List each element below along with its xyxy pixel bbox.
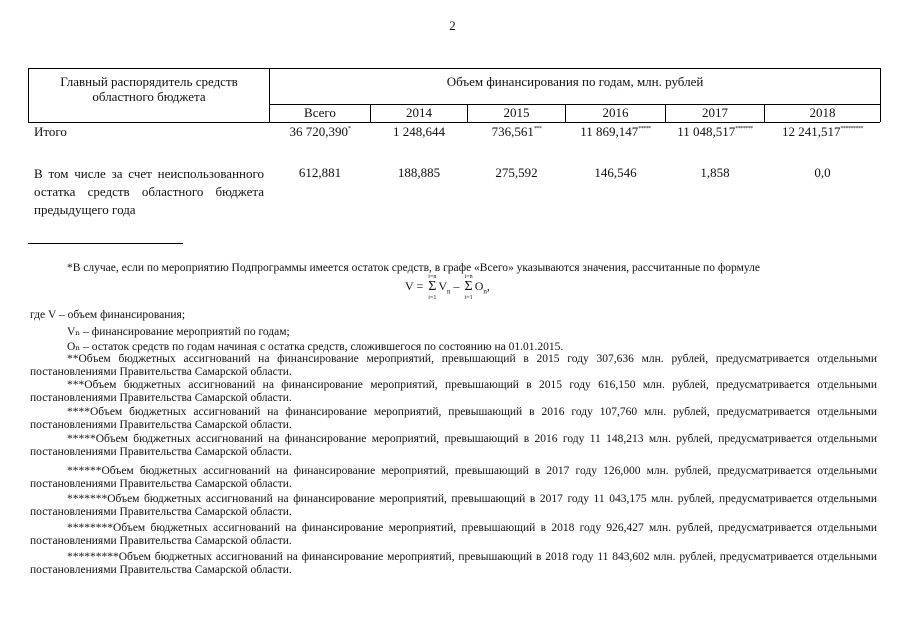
sum-symbol: Σ i=n i=1 — [428, 274, 437, 301]
footnote-vn-def: Vₙ – финансирование мероприятий по годам; — [67, 326, 290, 338]
table-cell: 1 248,644 — [393, 124, 445, 139]
column-header-2018: 2018 — [809, 105, 836, 120]
footnote-2: **Объем бюджетных ассигнований на финансирование мероприятий, превышающий в 2015 году 307,636 млн. рублей, предусматривается отдельными постановлениями Правительства Самарской области. — [30, 353, 877, 378]
table-left-border — [28, 68, 29, 122]
column-header-2015: 2015 — [503, 105, 530, 120]
table-cell: 612,881 — [298, 165, 342, 180]
formula: V = Σ i=n i=1 $V_n$ – Σ i=n i=1 $O_n$, — [405, 274, 490, 301]
table-cell: 146,546 — [594, 165, 637, 180]
footnote-8: ********Объем бюджетных ассигнований на финансирование мероприятий, превышающий в 2018 году 926,427 млн. рублей, предусматривается отдельными постановлениями Правительства Самарской области. — [30, 522, 877, 547]
table-header-bottom — [28, 122, 880, 123]
table-cell: 36 720,390* — [289, 124, 351, 139]
table-cell: 0,0 — [814, 165, 831, 180]
footnote-5: *****Объем бюджетных ассигнований на финансирование мероприятий, превышающий в 2016 году 11 148,213 млн. рублей, предусматривается отдельными постановлениями Правительства Самарской области. — [30, 433, 877, 458]
table-header-group: Объем финансирования по годам, млн. рублей — [446, 74, 704, 89]
sum-symbol: Σ i=n i=1 — [464, 274, 473, 301]
footnote-6: ******Объем бюджетных ассигнований на финансирование мероприятий, превышающий в 2017 году 126,000 млн. рублей, предусматривается отдельными постановлениями Правительства Самарской области. — [30, 465, 877, 490]
footnote-7: *******Объем бюджетных ассигнований на финансирование мероприятий, превышающий в 2017 году 11 043,175 млн. рублей, предусматривается отдельными постановлениями Правительства Самарской области. — [30, 493, 877, 518]
column-header-2014: 2014 — [406, 105, 432, 120]
table-cell: 12 241,517********* — [782, 124, 863, 139]
table-cell: 1,858 — [700, 165, 730, 180]
footnote-4: ****Объем бюджетных ассигнований на финансирование мероприятий, превышающий в 2016 году 107,760 млн. рублей, предусматривается отдельными постановлениями Правительства Самарской области. — [30, 406, 877, 431]
footnote-on-def: Oₙ – остаток средств по годам начиная с остатка средств, сложившегося по состоянию на 01.01.2015. — [67, 341, 564, 353]
table-header-main: Главный распорядитель средств областного бюджета — [60, 74, 238, 104]
footnote-intro: *В случае, если по мероприятию Подпрограммы имеется остаток средств, в графе «Всего» указываются значения, рассчитанные по формуле — [67, 262, 760, 274]
footnote-where-v: где V – объем финансирования; — [30, 309, 186, 321]
row-label-total: Итого — [34, 124, 67, 139]
table-cell: 736,561*** — [491, 124, 542, 139]
column-header-2016: 2016 — [602, 105, 629, 120]
footnote-3: ***Объем бюджетных ассигнований на финансирование мероприятий, превышающий в 2015 году 616,150 млн. рублей, предусматривается отдельными постановлениями Правительства Самарской области. — [30, 379, 877, 404]
table-right-border — [880, 68, 881, 122]
footnote-9: *********Объем бюджетных ассигнований на финансирование мероприятий, превышающий в 2018 году 11 843,602 млн. рублей, предусматривается отдельными постановлениями Правительства Самарской области. — [30, 551, 877, 576]
page-number: 2 — [449, 18, 456, 33]
table-top-border — [28, 68, 880, 69]
table-cell: 275,592 — [495, 165, 538, 180]
table-cell: 11 048,517******* — [677, 124, 753, 139]
column-header-total: Всего — [304, 105, 336, 120]
column-header-2017: 2017 — [702, 105, 728, 120]
row-label-unused-balance: В том числе за счет неиспользованного остатка средств областного бюджета предыдущего года — [34, 166, 264, 217]
footnote-separator — [28, 243, 183, 244]
table-cell: 11 869,147***** — [580, 124, 651, 139]
table-cell: 188,885 — [397, 165, 441, 180]
